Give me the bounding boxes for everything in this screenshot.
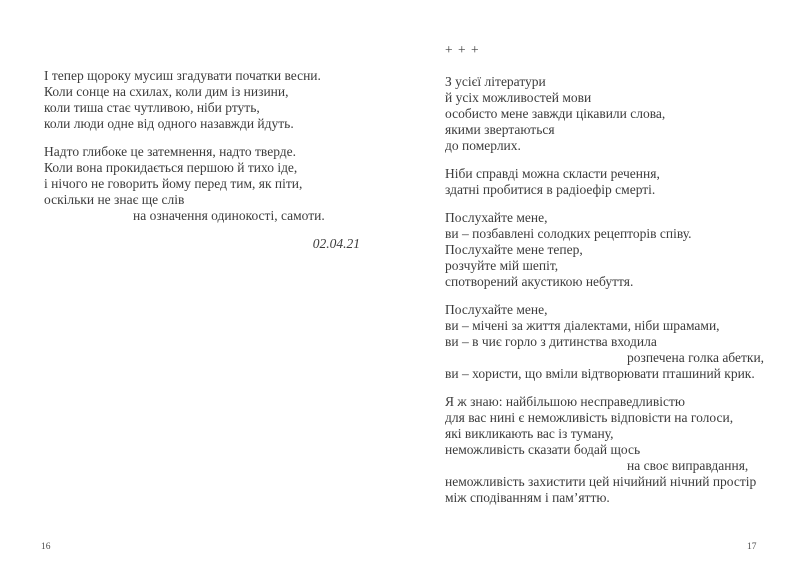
poem-line: І тепер щороку мусиш згадувати початки весни.: [44, 68, 321, 83]
poem-stanza: [44, 68, 360, 132]
poem-line: Послухайте мене тепер,: [445, 242, 583, 257]
poem-line: Послухайте мене,: [445, 302, 548, 317]
poem-line: З усієї літератури: [445, 74, 546, 89]
poem-line: Надто глибоке це затемнення, надто тверде.: [44, 144, 297, 159]
poem-line: ви – хористи, що вміли відтворювати пташиний крик.: [445, 366, 755, 381]
poem-stanza: [445, 302, 781, 382]
right-page-number: 17: [747, 542, 757, 552]
poem-stanza: [445, 394, 781, 506]
poem-stanza: [445, 166, 781, 198]
poem-stanza: [445, 210, 781, 290]
poem-line: коли тиша стає чутливою, ніби ртуть,: [44, 100, 260, 115]
poem-line: розпечена голка абетки,: [627, 350, 765, 365]
left-page-number: 16: [41, 542, 51, 552]
poem-line: ви – позбавлені солодких рецепторів співу.: [445, 226, 692, 241]
poem-line: коли люди одне від одного назавжди йдуть.: [44, 116, 294, 131]
poem-date: 02.04.21: [312, 236, 360, 251]
poem-title: + + +: [445, 42, 480, 57]
poem-line: неможливість захистити цей нічийний нічний простір: [445, 474, 757, 489]
poem-line: і нічого не говорить йому перед тим, як піти,: [44, 176, 303, 191]
poem-stanza: [445, 74, 781, 154]
poem-stanza: [44, 144, 360, 224]
right-page: [400, 0, 800, 575]
poem-line: які викликають вас із туману,: [445, 426, 614, 441]
poem-line: на своє виправдання,: [627, 458, 749, 473]
poem-line: ви – в чиє горло з дитинства входила: [445, 334, 657, 349]
poem-line: неможливість сказати бодай щось: [445, 442, 641, 457]
poem-line: спотворений акустикою небуття.: [445, 274, 634, 289]
poem-line: оскільки не знає ще слів: [44, 192, 185, 207]
poem-line: до померлих.: [445, 138, 521, 153]
poem-line: Коли сонце на схилах, коли дим із низини,: [44, 84, 289, 99]
poem-line: здатні пробитися в радіоефір смерті.: [445, 182, 656, 197]
poem-line: на означення одинокості, самоти.: [133, 208, 325, 223]
poem-line: Послухайте мене,: [445, 210, 548, 225]
poem-line: Ніби справді можна скласти речення,: [445, 166, 660, 181]
left-poem: [44, 68, 360, 252]
poem-line: Я ж знаю: найбільшою несправедливістю: [445, 394, 685, 409]
poem-stanza: [44, 236, 360, 252]
poem-line: розчуйте мій шепіт,: [445, 258, 559, 273]
poem-line: якими звертаються: [445, 122, 555, 137]
right-poem: [445, 74, 781, 506]
poem-line: особисто мене завжди цікавили слова,: [445, 106, 666, 121]
poem-line: й усіх можливостей мови: [445, 90, 592, 105]
poem-line: для вас нині є неможливість відповісти на голоси,: [445, 410, 734, 425]
poem-line: ви – мічені за життя діалектами, ніби шрамами,: [445, 318, 720, 333]
poem-line: Коли вона прокидається першою й тихо іде,: [44, 160, 298, 175]
poem-line: між сподіванням і пам’яттю.: [445, 490, 610, 505]
